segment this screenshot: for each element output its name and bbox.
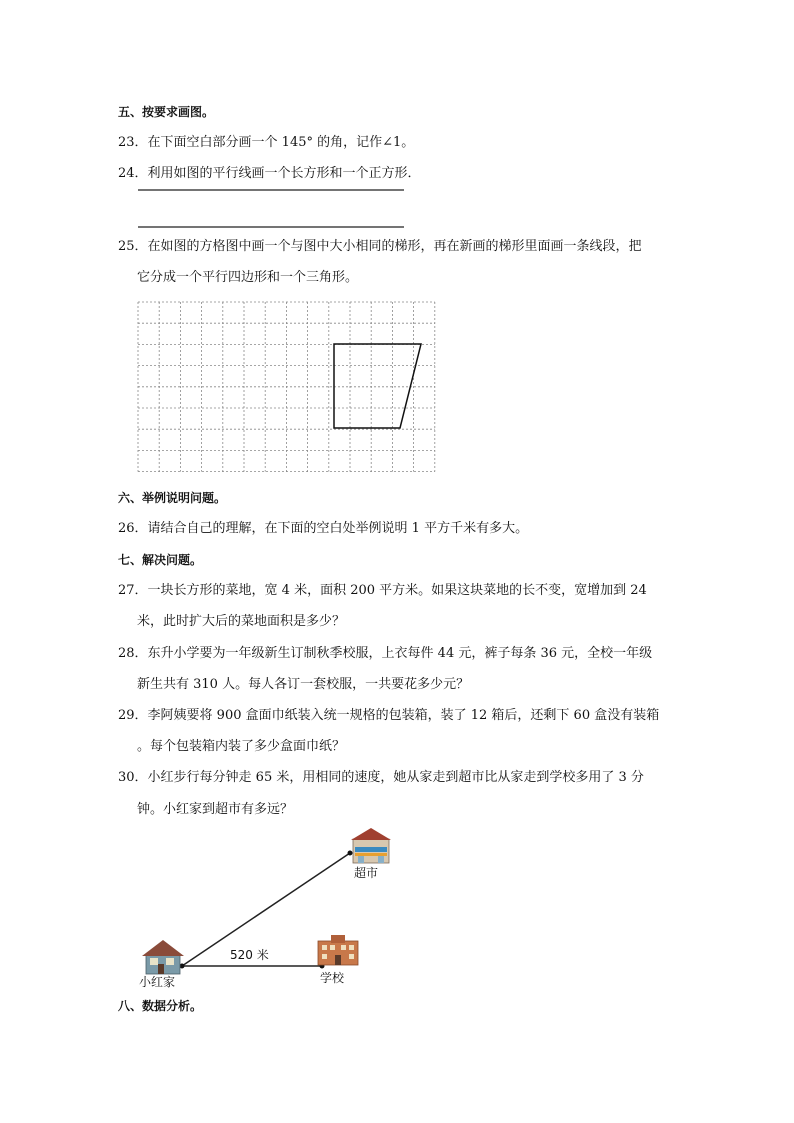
question-26: 26．请结合自己的理解，在下面的空白处举例说明 1 平方千米有多大。 [118, 521, 529, 536]
market-label: 超市 [354, 866, 379, 880]
question-28-line-2: 新生共有 310 人。每人各订一套校服，一共要花多少元？ [137, 677, 470, 692]
section-7-heading: 七、解决问题。 [118, 553, 203, 567]
question-29-line-1: 29．李阿姨要将 900 盒面巾纸装入统一规格的包装箱，装了 12 箱后，还剩下 60 盒没有装箱 [118, 708, 660, 723]
question-25-line-1: 25．在如图的方格图中画一个与图中大小相同的梯形，再在新画的梯形里面画一条线段，把 [118, 239, 642, 254]
section-6-heading: 六、举例说明问题。 [118, 491, 227, 505]
question-30-line-1: 30．小红步行每分钟走 65 米，用相同的速度，她从家走到超市比从家走到学校多用了 3 分 [118, 770, 644, 785]
question-24: 24．利用如图的平行线画一个长方形和一个正方形． [118, 166, 421, 181]
question-23: 23．在下面空白部分画一个 145° 的角，记作∠1。 [118, 135, 415, 150]
question-30-line-2: 钟。小红家到超市有多远？ [137, 802, 294, 817]
house-icon [142, 940, 184, 974]
supermarket-icon [351, 828, 391, 863]
question-29-line-2: 。每个包装箱内装了多少盒面巾纸？ [137, 739, 346, 754]
question-27-line-1: 27．一块长方形的菜地，宽 4 米，面积 200 平方米。如果这块菜地的长不变，宽增加到 24 [118, 583, 647, 598]
school-label: 学校 [320, 971, 345, 985]
section-5-heading: 五、按要求画图。 [118, 105, 215, 119]
school-building-icon [318, 935, 358, 965]
section-8-heading: 八、数据分析。 [118, 999, 203, 1013]
distance-label: 520 米 [230, 948, 269, 962]
question-25-line-2: 它分成一个平行四边形和一个三角形。 [137, 270, 359, 285]
market-point [348, 851, 353, 856]
question-27-line-2: 米，此时扩大后的菜地面积是多少？ [137, 614, 346, 629]
home-label: 小红家 [139, 975, 176, 989]
question-28-line-1: 28．东升小学要为一年级新生订制秋季校服，上衣每件 44 元，裤子每条 36 元，全校一年级 [118, 646, 653, 661]
